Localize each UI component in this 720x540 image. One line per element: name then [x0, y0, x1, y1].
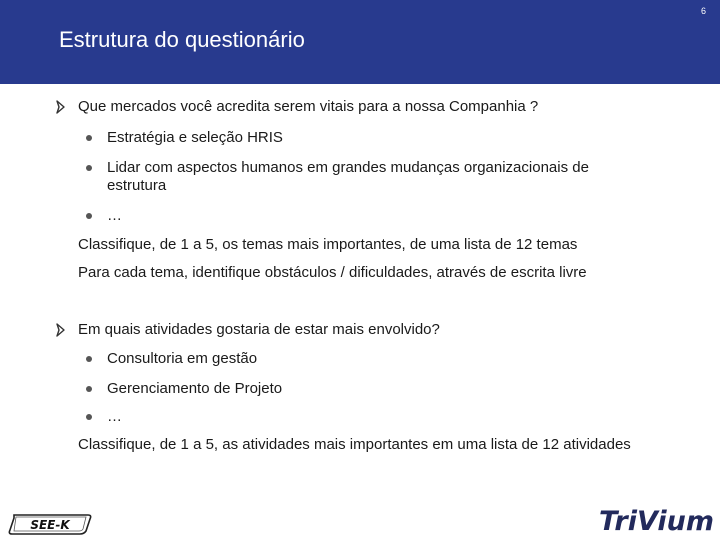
slide-header — [0, 0, 720, 84]
arrowhead-icon — [56, 100, 66, 114]
note-1-2: Para cada tema, identifique obstáculos / dificuldades, através de escrita livre — [78, 264, 587, 281]
dot-icon — [86, 414, 92, 420]
bullet-text: Consultoria em gestão — [107, 350, 258, 367]
bullet-text: Gerenciamento de Projeto — [107, 380, 283, 397]
note-1-1: Classifique, de 1 a 5, os temas mais importantes, de uma lista de 12 temas — [78, 236, 578, 253]
question-2-text: Em quais atividades gostaria de estar mais envolvido? — [78, 321, 440, 338]
dot-icon — [86, 135, 92, 141]
bullet-text: Estratégia e seleção HRIS — [107, 129, 283, 146]
dot-icon — [86, 386, 92, 392]
bullet-text: … — [107, 207, 122, 224]
dot-icon — [86, 356, 92, 362]
dot-icon — [86, 213, 92, 219]
bullet-text: Lidar com aspectos humanos em grandes mudanças organizacionais de estrutura — [107, 159, 589, 194]
arrowhead-icon — [56, 323, 66, 337]
question-1-text: Que mercados você acredita serem vitais para a nossa Companhia ? — [78, 98, 539, 115]
note-2-1: Classifique, de 1 a 5, as atividades mais importantes em uma lista de 12 atividades — [78, 436, 631, 453]
page-number: 6 — [700, 6, 706, 16]
slide-title: Estrutura do questionário — [59, 27, 305, 52]
see-k-logo — [8, 513, 92, 535]
bullet-text: … — [107, 408, 122, 425]
see-k-logo-text: SEE-K — [30, 518, 70, 532]
trivium-logo: TriVium — [598, 506, 714, 537]
dot-icon — [86, 165, 92, 171]
